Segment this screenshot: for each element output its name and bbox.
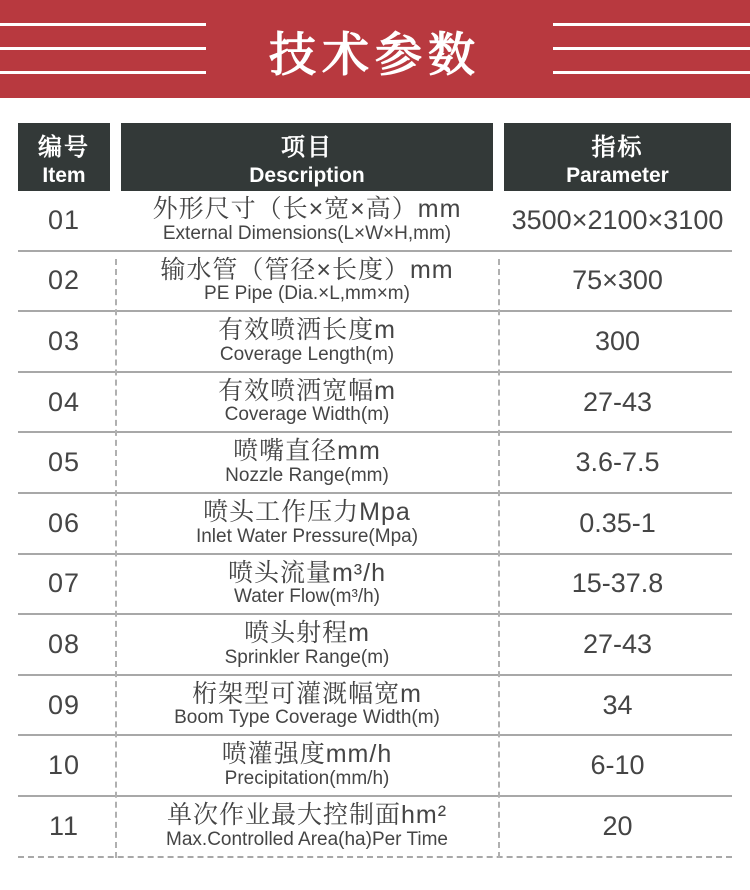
row-description-zh: 外形尺寸（长×宽×高）mm xyxy=(152,195,462,224)
row-description-en: External Dimensions(L×W×H,mm) xyxy=(162,222,452,244)
row-description-zh: 喷头流量m³/h xyxy=(227,558,386,587)
table-row xyxy=(18,797,732,858)
row-description xyxy=(121,560,493,608)
row-parameter-value: 27-43 xyxy=(582,628,653,659)
row-parameter-value: 20 xyxy=(602,810,633,841)
table-row xyxy=(18,615,732,676)
column-divider xyxy=(498,259,500,858)
row-description xyxy=(121,196,493,244)
row-description-zh: 单次作业最大控制面hm² xyxy=(166,801,448,830)
row-parameter-value: 27-43 xyxy=(582,386,653,417)
row-description xyxy=(121,681,493,729)
row-description-en: PE Pipe (Dia.×L,mm×m) xyxy=(204,283,410,305)
table-header-row xyxy=(18,123,732,191)
row-description-en: Sprinkler Range(m) xyxy=(224,646,390,668)
row-description-zh: 有效喷洒宽幅m xyxy=(218,376,396,405)
column-divider xyxy=(115,259,117,858)
stripe-line xyxy=(553,23,750,26)
column-header-parameter-en: Parameter xyxy=(566,163,669,187)
row-parameter-value: 3.6-7.5 xyxy=(575,447,660,478)
row-description-en: Max.Controlled Area(ha)Per Time xyxy=(166,828,448,850)
row-item-number: 03 xyxy=(47,325,81,356)
row-parameter-value: 15-37.8 xyxy=(571,568,664,599)
row-description xyxy=(121,378,493,426)
row-item-number: 09 xyxy=(47,689,81,720)
table-body xyxy=(18,191,732,858)
row-item-number: 02 xyxy=(47,265,81,296)
row-description-en: Coverage Length(m) xyxy=(219,343,395,365)
row-description xyxy=(121,257,493,305)
row-description-en: Inlet Water Pressure(Mpa) xyxy=(195,525,419,547)
column-header-parameter-zh: 指标 xyxy=(591,133,644,161)
table-row xyxy=(18,433,732,494)
table-row xyxy=(18,555,732,616)
table-row xyxy=(18,494,732,555)
row-description-zh: 喷头射程m xyxy=(244,619,370,648)
column-header-parameter xyxy=(504,123,731,191)
spec-table xyxy=(18,123,732,858)
table-row xyxy=(18,191,732,252)
row-description xyxy=(121,802,493,850)
row-parameter-value: 34 xyxy=(602,689,633,720)
column-header-item-en: Item xyxy=(42,163,86,187)
row-item-number: 07 xyxy=(47,568,81,599)
banner xyxy=(0,0,750,98)
row-parameter-value: 6-10 xyxy=(590,750,645,781)
row-item-number: 04 xyxy=(47,386,81,417)
row-parameter-value: 75×300 xyxy=(572,265,663,296)
column-header-description-en: Description xyxy=(249,163,365,187)
row-description-en: Coverage Width(m) xyxy=(224,404,390,426)
column-header-description xyxy=(121,123,493,191)
table-row xyxy=(18,312,732,373)
row-item-number: 10 xyxy=(47,750,81,781)
row-parameter-value: 300 xyxy=(594,325,641,356)
stripe-line xyxy=(553,47,750,50)
row-description-zh: 输水管（管径×长度）mm xyxy=(160,255,454,284)
row-item-number: 11 xyxy=(48,810,80,841)
banner-stripes-right xyxy=(553,0,750,98)
row-description xyxy=(121,499,493,547)
column-header-description-zh: 项目 xyxy=(281,133,333,161)
row-parameter-value: 3500×2100×3100 xyxy=(511,204,724,235)
row-parameter-value: 0.35-1 xyxy=(579,507,656,538)
row-description xyxy=(121,620,493,668)
row-description xyxy=(121,438,493,486)
row-item-number: 08 xyxy=(47,628,81,659)
row-item-number: 01 xyxy=(47,204,81,235)
row-description-en: Water Flow(m³/h) xyxy=(233,586,381,608)
table-row xyxy=(18,736,732,797)
row-description-zh: 喷灌强度mm/h xyxy=(221,740,393,769)
row-description-en: Nozzle Range(mm) xyxy=(225,464,389,486)
row-description-zh: 桁架型可灌溉幅宽m xyxy=(192,679,422,708)
row-description xyxy=(121,741,493,789)
row-description-zh: 有效喷洒长度m xyxy=(218,316,396,345)
row-description-en: Precipitation(mm/h) xyxy=(224,767,390,789)
table-row xyxy=(18,252,732,313)
page-title: 技术参数 xyxy=(269,28,481,81)
stripe-line xyxy=(553,71,750,74)
row-description-zh: 喷嘴直径mm xyxy=(233,437,381,466)
column-header-item xyxy=(18,123,110,191)
row-item-number: 05 xyxy=(47,447,81,478)
column-header-item-zh: 编号 xyxy=(38,133,90,161)
table-row xyxy=(18,676,732,737)
table-row xyxy=(18,373,732,434)
row-description-zh: 喷头工作压力Mpa xyxy=(203,498,411,527)
row-item-number: 06 xyxy=(47,507,81,538)
row-description-en: Boom Type Coverage Width(m) xyxy=(174,707,440,729)
row-description xyxy=(121,317,493,365)
